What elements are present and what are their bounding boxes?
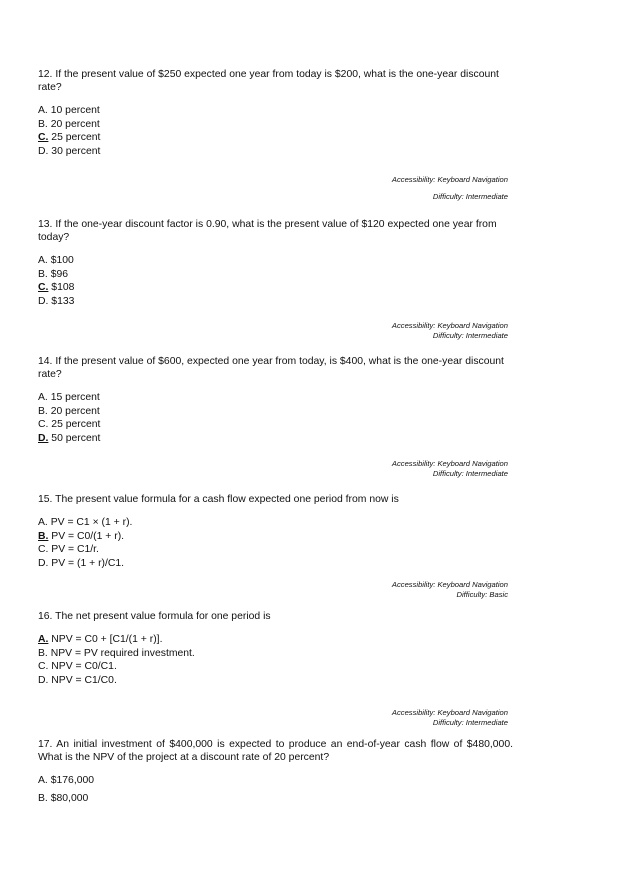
accessibility-tag: Accessibility: Keyboard Navigation	[391, 321, 508, 330]
accessibility-tag: Accessibility: Keyboard Navigation	[391, 459, 508, 468]
question-13	[38, 218, 513, 308]
option-a-correct: A. NPV = C0 + [C1/(1 + r)].	[38, 634, 163, 646]
option-d: D. $133	[38, 295, 75, 307]
question-14	[38, 355, 513, 445]
option-b-correct: B. PV = C0/(1 + r).	[38, 530, 125, 542]
question-stem: 17. An initial investment of $400,000 is expected to produce an end-of-year cash flow of $480,000. What is the NPV of the project at a discount rate of 20 percent?	[38, 739, 513, 764]
question-stem: 12. If the present value of $250 expected one year from today is $200, what is the one-year discount rate?	[38, 69, 499, 94]
option-b: B. NPV = PV required investment.	[38, 647, 195, 659]
question-12-meta	[392, 175, 508, 202]
question-15	[38, 493, 513, 570]
question-stem: 13. If the one-year discount factor is 0.90, what is the present value of $120 expected one year from today?	[38, 219, 497, 244]
option-b: B. 20 percent	[38, 405, 100, 417]
option-d-correct: D. 50 percent	[38, 432, 101, 444]
question-stem: 16. The net present value formula for one period is	[38, 611, 271, 622]
difficulty-tag: Difficulty: Intermediate	[432, 469, 508, 478]
option-a: A. $176,000	[38, 775, 95, 787]
question-17	[38, 738, 513, 805]
option-c: C. 25 percent	[38, 419, 101, 431]
option-d: D. PV = (1 + r)/C1.	[38, 557, 125, 569]
difficulty-tag: Difficulty: Intermediate	[432, 718, 508, 727]
option-a: A. 15 percent	[38, 392, 100, 404]
option-c-correct: C. 25 percent	[38, 132, 101, 144]
option-b: B. $96	[38, 268, 69, 280]
question-stem: 14. If the present value of $600, expected one year from today, is $400, what is the one-year discount rate?	[38, 356, 504, 381]
accessibility-tag: Accessibility: Keyboard Navigation	[391, 708, 508, 717]
option-b: B. $80,000	[38, 792, 89, 804]
option-d: D. NPV = C1/C0.	[38, 674, 117, 686]
accessibility-tag: Accessibility: Keyboard Navigation	[391, 580, 508, 589]
question-15-meta	[392, 580, 508, 600]
option-c: C. PV = C1/r.	[38, 544, 99, 556]
difficulty-tag: Difficulty: Basic	[456, 590, 508, 599]
accessibility-tag: Accessibility: Keyboard Navigation	[391, 175, 508, 184]
question-16-meta	[392, 708, 508, 728]
option-b: B. 20 percent	[38, 118, 100, 130]
question-16	[38, 610, 513, 687]
option-a: A. 10 percent	[38, 105, 100, 117]
difficulty-tag: Difficulty: Intermediate	[432, 192, 508, 201]
question-13-meta	[392, 321, 508, 341]
option-c: C. NPV = C0/C1.	[38, 661, 117, 673]
question-stem: 15. The present value formula for a cash flow expected one period from now is	[38, 494, 399, 505]
option-a: A. $100	[38, 255, 74, 267]
question-12	[38, 68, 513, 158]
difficulty-tag: Difficulty: Intermediate	[432, 331, 508, 340]
option-a: A. PV = C1 × (1 + r).	[38, 517, 133, 529]
option-d: D. 30 percent	[38, 145, 101, 157]
question-14-meta	[392, 459, 508, 479]
option-c-correct: C. $108	[38, 282, 75, 294]
